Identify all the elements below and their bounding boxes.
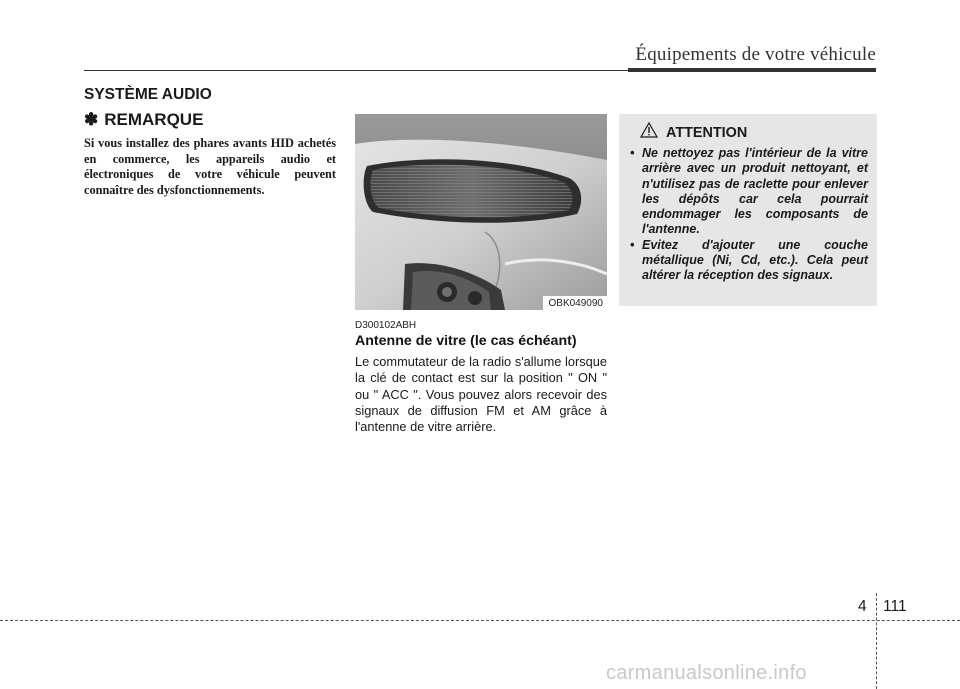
header-rule-accent	[628, 68, 876, 72]
footer-rule	[0, 620, 960, 621]
caution-box	[619, 114, 877, 306]
note-title-label: REMARQUE	[104, 110, 204, 129]
note-body: Si vous installez des phares avants HID achetés en commerce, les appareils audio et électroniques de votre véhicule peuvent connaître des dysfonctionnements.	[84, 136, 336, 197]
page-chapter-number: 4	[858, 598, 867, 615]
chapter-title: Équipements de votre véhicule	[635, 44, 876, 65]
note-block	[84, 110, 336, 198]
note-symbol-icon: ✽	[84, 110, 99, 129]
caution-item-text: Ne nettoyez pas l'intérieur de la vitre arrière avec un produit nettoyant, et n'utilisez pas de raclette pour enlever les dépôts car cela pourrait endommager les composants de l'antenne.	[642, 146, 868, 237]
figure-code: OBK049090	[543, 296, 608, 310]
article-ref-code: D300102ABH	[355, 320, 417, 331]
caution-item	[630, 146, 868, 238]
note-title	[84, 110, 336, 130]
article-body: Le commutateur de la radio s'allume lorsque la clé de contact est sur la position " ON " ou " ACC ". Vous pouvez alors recevoir des signaux de diffusion FM et AM grâce à l'antenne de vitre arrière.	[355, 354, 607, 435]
section-heading: SYSTÈME AUDIO	[84, 86, 212, 103]
caution-list	[630, 146, 868, 284]
watermark: carmanualsonline.info	[606, 662, 807, 684]
caution-header	[630, 122, 868, 143]
footer-divider	[876, 593, 877, 689]
caution-title: ATTENTION	[666, 124, 748, 141]
caution-item-text: Evitez d'ajouter une couche métallique (Ni, Cd, etc.). Cela peut altérer la réception des signaux.	[642, 237, 868, 283]
caution-item	[630, 238, 868, 284]
bullet-icon: •	[630, 146, 635, 160]
article-title: Antenne de vitre (le cas échéant)	[355, 333, 577, 349]
bullet-icon: •	[630, 237, 635, 252]
car-rear-window-photo	[355, 114, 607, 310]
warning-triangle-icon	[640, 122, 658, 143]
page-number: 111	[883, 598, 907, 615]
car-photo-illustration	[355, 114, 607, 310]
